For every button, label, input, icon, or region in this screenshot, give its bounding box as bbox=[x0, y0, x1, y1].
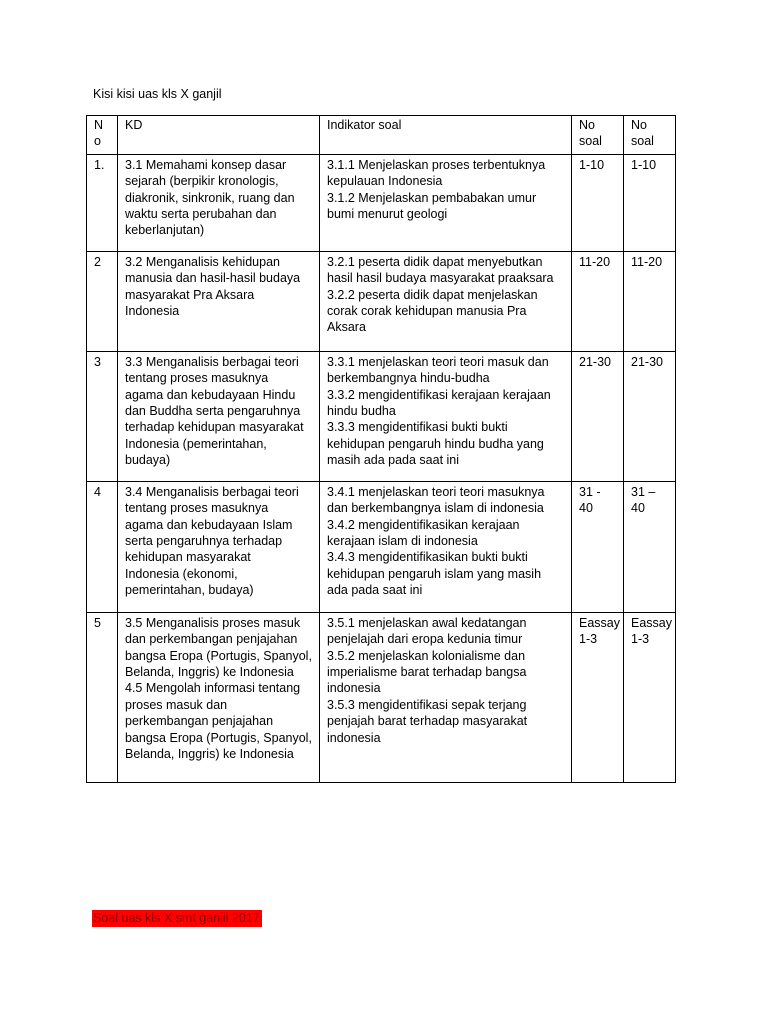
cell-no: 3 bbox=[87, 351, 118, 481]
header-no-soal-2: No soal bbox=[624, 116, 676, 155]
cell-no-soal-1: 11-20 bbox=[572, 251, 624, 351]
cell-indikator: 3.1.1 Menjelaskan proses terbentuknya kepulauan Indonesia 3.1.2 Menjelaskan pembabakan umur bumi menurut geologi bbox=[320, 154, 572, 251]
header-no-soal-1: No soal bbox=[572, 116, 624, 155]
cell-no-soal-1: Eassay 1-3 bbox=[572, 612, 624, 782]
cell-indikator: 3.3.1 menjelaskan teori teori masuk dan berkembangnya hindu-budha 3.3.2 mengidentifikasi kerajaan kerajaan hindu budha 3.3.3 mengidentifikasi bukti bukti kehidupan pengaruh hindu budha yang masih ada pada saat ini bbox=[320, 351, 572, 481]
cell-indikator: 3.5.1 menjelaskan awal kedatangan penjelajah dari eropa kedunia timur 3.5.2 menjelaskan kolonialisme dan imperialisme barat terhadap bangsa indonesia 3.5.3 mengidentifikasi sepak terjang penjajah barat terhadap masyarakat indonesia bbox=[320, 612, 572, 782]
table-header-row bbox=[87, 116, 676, 155]
highlighted-heading: Soal uas kls X smt ganjil 2017 bbox=[93, 911, 260, 925]
cell-no: 5 bbox=[87, 612, 118, 782]
cell-no-soal-1: 31 - 40 bbox=[572, 481, 624, 612]
table-row bbox=[87, 481, 676, 612]
cell-no-soal-2: Eassay 1-3 bbox=[624, 612, 676, 782]
table-row bbox=[87, 251, 676, 351]
cell-no-soal-2: 11-20 bbox=[624, 251, 676, 351]
cell-no-soal-1: 21-30 bbox=[572, 351, 624, 481]
cell-kd: 3.3 Menganalisis berbagai teori tentang proses masuknya agama dan kebudayaan Hindu dan Buddha serta pengaruhnya terhadap kehidupan masyarakat Indonesia (pemerintahan, budaya) bbox=[118, 351, 320, 481]
cell-kd: 3.2 Menganalisis kehidupan manusia dan hasil-hasil budaya masyarakat Pra Aksara Indonesia bbox=[118, 251, 320, 351]
cell-no-soal-2: 1-10 bbox=[624, 154, 676, 251]
cell-indikator: 3.4.1 menjelaskan teori teori masuknya dan berkembangnya islam di indonesia 3.4.2 mengidentifikasikan kerajaan kerajaan islam di indonesia 3.4.3 mengidentifikasikan bukti bukti kehidupan pengaruh islam yang masih ada pada saat ini bbox=[320, 481, 572, 612]
cell-no: 2 bbox=[87, 251, 118, 351]
kisi-kisi-table bbox=[86, 115, 676, 783]
cell-indikator: 3.2.1 peserta didik dapat menyebutkan hasil hasil budaya masyarakat praaksara 3.2.2 peserta didik dapat menjelaskan corak corak kehidupan manusia Pra Aksara bbox=[320, 251, 572, 351]
table-row bbox=[87, 612, 676, 782]
cell-no: 4 bbox=[87, 481, 118, 612]
cell-no: 1. bbox=[87, 154, 118, 251]
cell-no-soal-1: 1-10 bbox=[572, 154, 624, 251]
header-no: N o bbox=[87, 116, 118, 155]
document-title: Kisi kisi uas kls X ganjil bbox=[93, 87, 222, 101]
cell-no-soal-2: 21-30 bbox=[624, 351, 676, 481]
header-kd: KD bbox=[118, 116, 320, 155]
table-row bbox=[87, 351, 676, 481]
cell-no-soal-2: 31 – 40 bbox=[624, 481, 676, 612]
header-indikator: Indikator soal bbox=[320, 116, 572, 155]
cell-kd: 3.5 Menganalisis proses masuk dan perkembangan penjajahan bangsa Eropa (Portugis, Spanyol, Belanda, Inggris) ke Indonesia 4.5 Mengolah informasi tentang proses masuk dan perkembangan penjajahan bangsa Eropa (Portugis, Spanyol, Belanda, Inggris) ke Indonesia bbox=[118, 612, 320, 782]
cell-kd: 3.1 Memahami konsep dasar sejarah (berpikir kronologis, diakronik, sinkronik, ruang dan waktu serta perubahan dan keberlanjutan) bbox=[118, 154, 320, 251]
table-row bbox=[87, 154, 676, 251]
cell-kd: 3.4 Menganalisis berbagai teori tentang proses masuknya agama dan kebudayaan Islam serta pengaruhnya terhadap kehidupan masyarakat Indonesia (ekonomi, pemerintahan, budaya) bbox=[118, 481, 320, 612]
